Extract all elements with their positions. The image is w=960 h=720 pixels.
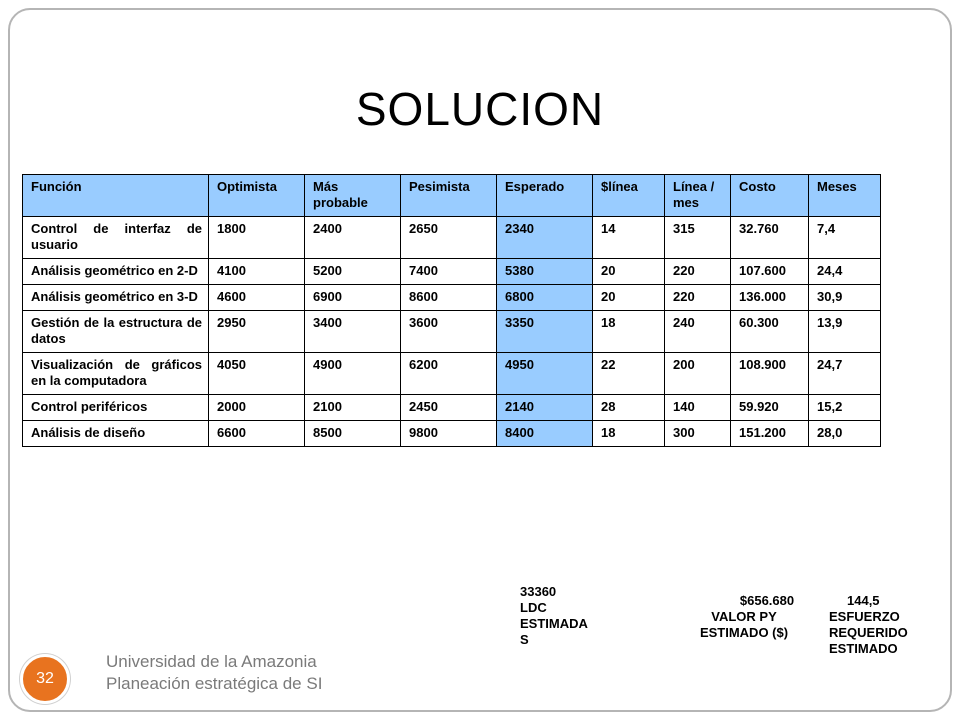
cell-funcion: Visualización de gráficos en la computadora	[23, 353, 209, 395]
estimation-table	[22, 174, 881, 447]
cost-total	[688, 593, 800, 641]
cost-label-line2: ESTIMADO ($)	[699, 625, 789, 640]
cell-pesimista: 8600	[401, 285, 497, 311]
footer-course: Planeación estratégica de SI	[106, 674, 323, 693]
cell-optimista: 6600	[209, 421, 305, 447]
cell-meses: 15,2	[809, 395, 881, 421]
cell-optimista: 2950	[209, 311, 305, 353]
table-row	[23, 217, 881, 259]
cell-meses: 24,7	[809, 353, 881, 395]
cell-mas-probable: 5200	[305, 259, 401, 285]
ldc-value: 33360	[520, 584, 557, 599]
cell-costo: 59.920	[731, 395, 809, 421]
cell-precio-linea: 18	[593, 311, 665, 353]
cell-pesimista: 7400	[401, 259, 497, 285]
cell-meses: 24,4	[809, 259, 881, 285]
cell-esperado: 8400	[497, 421, 593, 447]
table-row	[23, 395, 881, 421]
footer	[106, 651, 322, 695]
header-cell-mas-probable: Más probable	[305, 175, 401, 217]
cell-precio-linea: 28	[593, 395, 665, 421]
header-cell-pesimista: Pesimista	[401, 175, 497, 217]
cell-esperado: 6800	[497, 285, 593, 311]
cell-optimista: 1800	[209, 217, 305, 259]
cell-funcion: Control de interfaz de usuario	[23, 217, 209, 259]
table-row	[23, 421, 881, 447]
cell-funcion: Gestión de la estructura de datos	[23, 311, 209, 353]
table-row	[23, 353, 881, 395]
cost-value: $656.680	[739, 593, 795, 608]
cell-mas-probable: 3400	[305, 311, 401, 353]
table-row	[23, 285, 881, 311]
header-cell-meses: Meses	[809, 175, 881, 217]
cell-funcion: Análisis geométrico en 2-D	[23, 259, 209, 285]
cell-meses: 13,9	[809, 311, 881, 353]
ldc-label-line1: LDC	[520, 600, 547, 615]
cell-precio-linea: 20	[593, 259, 665, 285]
footer-institution: Universidad de la Amazonia	[106, 652, 317, 671]
cell-meses: 7,4	[809, 217, 881, 259]
cell-funcion: Análisis de diseño	[23, 421, 209, 447]
header-cell-precio-linea: $línea	[593, 175, 665, 217]
cell-linea-mes: 220	[665, 259, 731, 285]
cell-optimista: 4050	[209, 353, 305, 395]
cell-linea-mes: 240	[665, 311, 731, 353]
cell-optimista: 4100	[209, 259, 305, 285]
cell-esperado: 3350	[497, 311, 593, 353]
cell-optimista: 2000	[209, 395, 305, 421]
effort-value: 144,5	[847, 593, 880, 608]
header-cell-esperado: Esperado	[497, 175, 593, 217]
header-cell-optimista: Optimista	[209, 175, 305, 217]
cell-esperado: 5380	[497, 259, 593, 285]
cell-pesimista: 2650	[401, 217, 497, 259]
cell-pesimista: 9800	[401, 421, 497, 447]
cell-precio-linea: 20	[593, 285, 665, 311]
cell-funcion: Control periféricos	[23, 395, 209, 421]
cell-costo: 107.600	[731, 259, 809, 285]
cell-esperado: 4950	[497, 353, 593, 395]
table-row	[23, 259, 881, 285]
cell-linea-mes: 315	[665, 217, 731, 259]
table-row	[23, 311, 881, 353]
cell-funcion: Análisis geométrico en 3-D	[23, 285, 209, 311]
cell-costo: 60.300	[731, 311, 809, 353]
header-cell-funcion: Función	[23, 175, 209, 217]
cell-mas-probable: 2400	[305, 217, 401, 259]
cell-precio-linea: 22	[593, 353, 665, 395]
cell-optimista: 4600	[209, 285, 305, 311]
header-cell-costo: Costo	[731, 175, 809, 217]
effort-label-line2: REQUERIDO	[829, 625, 908, 640]
cell-meses: 30,9	[809, 285, 881, 311]
cell-linea-mes: 200	[665, 353, 731, 395]
cell-linea-mes: 300	[665, 421, 731, 447]
header-cell-linea-mes: Línea / mes	[665, 175, 731, 217]
ldc-label-line3: S	[520, 632, 529, 647]
cell-pesimista: 3600	[401, 311, 497, 353]
cell-meses: 28,0	[809, 421, 881, 447]
cell-mas-probable: 4900	[305, 353, 401, 395]
cell-mas-probable: 8500	[305, 421, 401, 447]
cell-esperado: 2340	[497, 217, 593, 259]
cell-costo: 108.900	[731, 353, 809, 395]
cell-linea-mes: 140	[665, 395, 731, 421]
ldc-label-line2: ESTIMADA	[520, 616, 588, 631]
cell-pesimista: 2450	[401, 395, 497, 421]
cost-label-line1: VALOR PY	[711, 609, 777, 624]
slide-title: SOLUCION	[355, 83, 605, 135]
cell-precio-linea: 18	[593, 421, 665, 447]
cell-precio-linea: 14	[593, 217, 665, 259]
cell-linea-mes: 220	[665, 285, 731, 311]
cell-pesimista: 6200	[401, 353, 497, 395]
effort-label-line3: ESTIMADO	[829, 641, 898, 656]
effort-total	[829, 593, 908, 657]
cell-mas-probable: 6900	[305, 285, 401, 311]
effort-label-line1: ESFUERZO	[829, 609, 900, 624]
cell-costo: 151.200	[731, 421, 809, 447]
cell-costo: 32.760	[731, 217, 809, 259]
table-header-row	[23, 175, 881, 217]
ldc-total	[520, 584, 588, 648]
page-number-badge: 32	[20, 654, 70, 704]
cell-costo: 136.000	[731, 285, 809, 311]
cell-mas-probable: 2100	[305, 395, 401, 421]
cell-esperado: 2140	[497, 395, 593, 421]
